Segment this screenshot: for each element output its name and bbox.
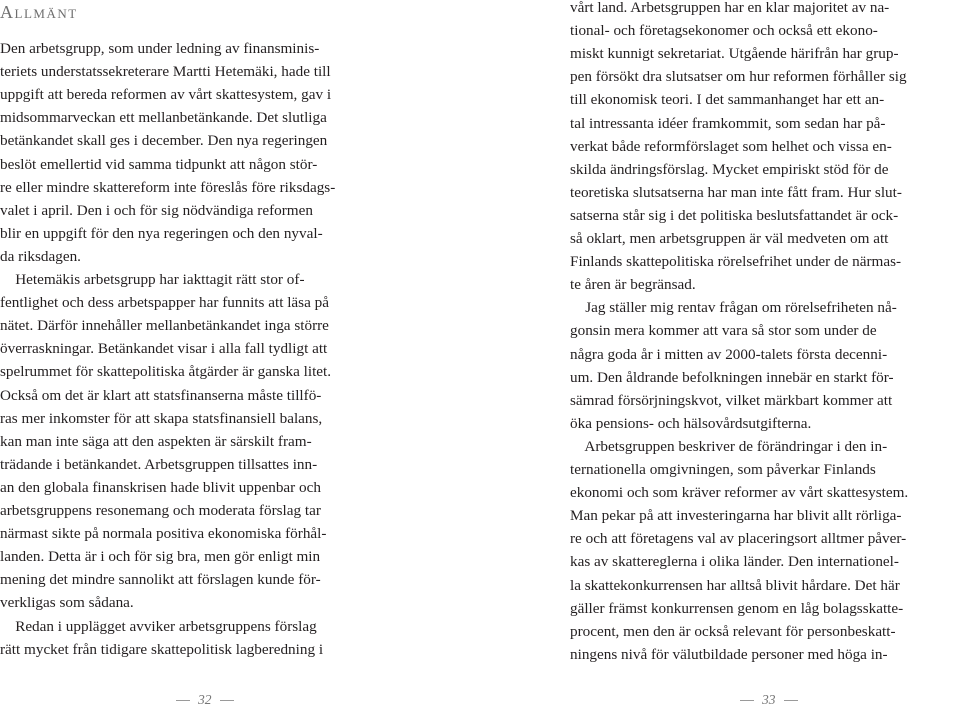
text-line: fentlighet och dess arbetspapper har funnits att läsa på xyxy=(0,294,329,312)
text-line: verkat både reformförslaget som helhet och vissa en- xyxy=(570,137,892,155)
text-line: spelrummet för skattepolitiska åtgärder är ganska litet. xyxy=(0,363,332,381)
text-line: Finlands skattepolitiska rörelsefrihet under de närmas- xyxy=(570,253,902,271)
text-line: um. Den åldrande befolkningen innebär en starkt för- xyxy=(570,368,894,386)
text-line: närmast sikte på normala positiva ekonomiska förhål- xyxy=(0,525,327,543)
text-line: an den globala finanskrisen hade blivit uppenbar och xyxy=(0,478,321,496)
text-line: gäller främst konkurrensen genom en låg bolagsskatte- xyxy=(570,599,904,617)
text-line: verkligas som sådana. xyxy=(0,594,134,612)
text-line: ternationella omgivningen, som påverkar Finlands xyxy=(570,461,876,478)
text-line: satserna står sig i det politiska beslutsfattandet är ock- xyxy=(570,206,899,224)
text-line: nätet. Därför innehåller mellanbetänkandet inga större xyxy=(0,317,329,335)
text-line: re eller mindre skattereform inte föreslås före riksdags- xyxy=(0,178,336,196)
text-line: Man pekar på att investeringarna har blivit allt rörliga- xyxy=(570,507,902,525)
text-line: överraskningar. Betänkandet visar i alla fall tydligt att xyxy=(0,340,328,358)
text-line: skilda ändringsförslag. Mycket empiriskt stöd för de xyxy=(570,160,889,178)
folio-rule xyxy=(784,700,798,701)
text-line: Arbetsgruppen beskriver de förändringar i den in- xyxy=(570,437,888,455)
text-line: tal intressanta idéer framkommit, som sedan har på- xyxy=(570,114,886,132)
text-line: ekonomi och som kräver reformer av vårt skattesystem. xyxy=(570,484,909,502)
text-line: ras mer inkomster för att skapa statsfinansiell balans, xyxy=(0,409,323,427)
text-line: kas av skattereglerna i olika länder. Den internationel- xyxy=(570,553,899,571)
page-number-left xyxy=(176,690,234,710)
page-number-right xyxy=(740,690,798,710)
text-line: arbetsgruppens resonemang och moderata förslag tar xyxy=(0,502,321,519)
text-line: valet i april. Den i och för sig nödvändiga reformen xyxy=(0,201,313,219)
text-line: några goda år i mitten av 2000-talets första decenni- xyxy=(570,345,888,363)
text-line: tional- och företagsekonomer och också ett ekono- xyxy=(570,22,878,40)
text-line: Redan i upplägget avviker arbetsgruppens förslag xyxy=(0,617,317,635)
text-line: teoretiska slutsatserna har man inte fått fram. Hur slut- xyxy=(570,183,902,201)
page-number-left-text: 32 xyxy=(198,692,212,707)
text-line: landen. Detta är i och för sig bra, men gör enligt min xyxy=(0,548,321,566)
text-line: Den arbetsgrupp, som under ledning av finansminis- xyxy=(0,40,320,57)
text-line: kan man inte säga att den aspekten är särskilt fram- xyxy=(0,432,312,450)
text-line: till ekonomisk teori. I det sammanhanget har ett an- xyxy=(570,91,885,109)
text-line: procent, men den är också relevant för personbeskatt- xyxy=(570,622,896,640)
text-line: sämrad försörjningskvot, vilket märkbart kommer att xyxy=(570,391,893,409)
text-line: re och att företagens val av placeringsort alltmer påver- xyxy=(570,530,907,548)
text-line: te åren är begränsad. xyxy=(570,276,696,294)
text-line: öka pensions- och hälsovårdsutgifterna. xyxy=(570,414,812,432)
folio-rule xyxy=(740,700,754,701)
text-line: blir en uppgift för den nya regeringen och den nyval- xyxy=(0,224,323,242)
text-line: la skattekonkurrensen har alltså blivit hårdare. Det här xyxy=(570,576,900,594)
text-line: da riksdagen. xyxy=(0,247,81,265)
text-line: så oklart, men arbetsgruppen är väl medveten om att xyxy=(570,230,889,247)
text-line: Hetemäkis arbetsgrupp har iakttagit rätt stor of- xyxy=(0,271,305,288)
text-line: vårt land. Arbetsgruppen har en klar majoritet av na- xyxy=(570,0,890,16)
text-line: uppgift att bereda reformen av vårt skattesystem, gav i xyxy=(0,86,332,104)
text-line: trädande i betänkandet. Arbetsgruppen tillsattes inn- xyxy=(0,455,318,473)
folio-rule xyxy=(176,700,190,701)
folio-rule xyxy=(220,700,234,701)
text-line: midsommarveckan ett mellanbetänkande. Det slutliga xyxy=(0,109,327,127)
text-line: teriets understatssekreterare Martti Hetemäki, hade till xyxy=(0,63,331,81)
text-line: Jag ställer mig rentav frågan om rörelsefriheten nå- xyxy=(570,299,897,317)
text-line: beslöt emellertid vid samma tidpunkt att någon stör- xyxy=(0,155,318,173)
text-line: gonsin mera kommer att vara så stor som under de xyxy=(570,322,877,340)
text-line: Också om det är klart att statsfinanserna måste tillfö- xyxy=(0,386,322,404)
text-line: ningens nivå för välutbildade personer med höga in- xyxy=(570,645,888,663)
text-line: mening det mindre sannolikt att förslagen kunde för- xyxy=(0,571,321,589)
right-page xyxy=(480,0,960,711)
text-line: betänkandet skall ges i december. Den nya regeringen xyxy=(0,132,328,150)
text-line: rätt mycket från tidigare skattepolitisk lagberedning i xyxy=(0,640,324,658)
text-line: miskt kunnigt sekretariat. Utgående härifrån har grup- xyxy=(570,45,899,63)
text-line: pen försökt dra slutsatser om hur reformen förhåller sig xyxy=(570,68,907,86)
section-heading: Allmänt xyxy=(0,2,78,22)
page-number-right-text: 33 xyxy=(762,692,776,707)
